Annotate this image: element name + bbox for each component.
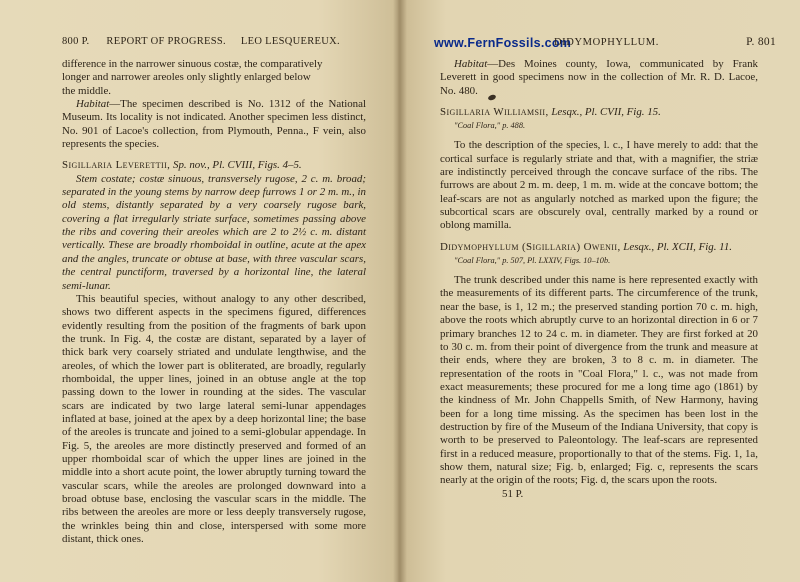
species-heading: Didymophyllum (Sigillaria) Owenii,	[440, 240, 621, 253]
habitat-label: Habitat	[454, 58, 488, 70]
left-running-author: LEO LESQUEREUX.	[240, 36, 340, 47]
habitat-paragraph	[62, 98, 366, 151]
species-text: The trunk described under this name is here represented exactly with the measurements of its different parts. The circumference of the trunk, near the base, is 1, 12 m.; the preserved standing portion 70 c. m. high, above the roots which abruptly curve to an horizontal direction in 6 or 7 primary branches 12 to 24 c. m. in diameter. They are first forked at 20 to 30 c. m. from their point of divergence from the trunk and measure at their ends, where they are broken, 3 to 8 c. m. in diameter. The representation of the roots in "Coal Flora," l. c., was not made from exact measurements; these procured for me a long time ago (1861) by the kindness of Mr. John Chappells Smith, of New Harmony, having been for a long time missing. As the specimen has been lost in the destruction by fire of the Museum of the Indiana University, that copy is worth to be preserved to Paleontology. The leaf-scars are represented first in a reduced measure, proportionally to that of the stems. Fig. 1, 1a, show them, natural size; Fig. b, enlarged; Fig. c, represents the scars nearly at the origin of the roots; Fig. d, the scars upon the roots.	[440, 274, 758, 487]
habitat-text: —Des Moines county, Iowa, communicated by Frank Leverett in good specimens now in the collection of Mr. R. D. Lacoe, No. 480.	[440, 58, 758, 97]
habitat-paragraph	[440, 58, 758, 98]
species-diagnosis: Stem costate; costæ sinuous, transversely rugose, 2 c. m. broad; separated in the young stems by narrow deep furrows 1 or 2 m. m., in old stems, distantly separated by a very coarsely rugose bark, covering a flat irregularly striate surface, sometimes passing above the ribs and covering their areoles which are 2 to 2½ c. m. distant vertically. These are broadly rhomboidal in outline, acute at the apex and the angles, truncate or obtuse at base, with three vascular scars, the central punctiform, traversed by a horizontal line, the lateral semi-lunar.	[62, 172, 366, 292]
species-heading: Sigillaria Leverettii,	[62, 159, 171, 172]
habitat-text: —The specimen described is No. 1312 of the National Museum. Its locality is not indicated. Another specimen less distinct, No. 901 of Lacoe's collection, from Plymouth, Penna., F vein, also represents the species.	[62, 98, 366, 151]
species-citation: "Coal Flora," p. 488.	[454, 121, 526, 131]
species-citation: "Coal Flora," p. 507, Pl. LXXIV, Figs. 10–10b.	[454, 256, 611, 266]
species-heading-paragraph	[440, 106, 758, 119]
site-watermark: www.FernFossils.com	[434, 36, 572, 50]
species-reference: Lesqx., Pl. XCII, Fig. 11.	[623, 240, 732, 253]
species-reference: Lesqx., Pl. CVII, Fig. 15.	[551, 106, 661, 119]
right-page-body	[440, 58, 758, 501]
right-running-title: DIDYMOPHYLLUM.	[554, 37, 659, 48]
left-page	[0, 0, 398, 582]
species-text: To the description of the species, l. c., I have merely to add: that the cortical surface is regularly striate and that, with a magnifier, the striæ are indistinctly perceived through the concave surface of the ribs. The furrows are about 2 m. m. deep, 1 m. m. wide at the concave bottom; the leaf-scars are not as angularly notched as marked upon the figure; the subcortical scars are obscurely oval, centrally marked by a round or oblong mamilla.	[440, 139, 758, 232]
right-page	[398, 0, 800, 582]
book-gutter	[393, 0, 407, 582]
right-page-number: P. 801	[746, 36, 776, 48]
text-line: difference in the narrower sinuous costæ, the comparatively	[62, 58, 323, 70]
right-page-header	[434, 36, 776, 50]
text-line: the middle.	[62, 84, 111, 97]
signature-mark: 51 P.	[502, 487, 524, 500]
species-description: This beautiful species, without analogy to any other described, shows two different aspects in the specimens figured, differences evidently resulting from the position of the fragments of bark upon the trunk. In Fig. 4, the costæ are distant, separated by a layer of thick bark very coarsely striated and undulate lengthwise, and the areoles, of which the lower part is obliterated, are broadly, regularly rhomboidal, the upper lines, joined in an obtuse angle at the top passing down to the lower in rounding at the sides. The vascular scars are indicated by two large lateral semi-lunar appendages inflated at base, joined at the apex by a deep horizontal line; the base of the areoles is truncate and joined to a semi-globular appendage. In Fig. 5, the areoles are more distinctly preserved and formed of an upper rhomboidal scar of which the upper lines are joined in the middle into a short acute point, the lower abruptly turning toward the vascular scars, while the areoles are prolonged downward into a broad obtuse base, enclosing the vascular scars in the middle. The ribs between the areoles are more or less deeply transversely rugose, the wrinkles being thin and close, interspersed with some more distant, thick ones.	[62, 292, 366, 546]
habitat-label: Habitat	[76, 98, 110, 111]
left-page-number: 800 P.	[62, 36, 90, 47]
species-heading-paragraph	[440, 241, 758, 254]
species-reference: Sp. nov., Pl. CVIII, Figs. 4–5.	[173, 159, 302, 172]
text-line: longer and narrower areoles only slightly enlarged below	[62, 71, 311, 84]
species-heading-paragraph	[62, 159, 366, 172]
species-heading: Sigillaria Williamsii,	[440, 106, 549, 119]
left-page-body	[62, 58, 366, 546]
left-running-title: REPORT OF PROGRESS.	[106, 36, 226, 47]
left-page-header	[62, 36, 340, 47]
